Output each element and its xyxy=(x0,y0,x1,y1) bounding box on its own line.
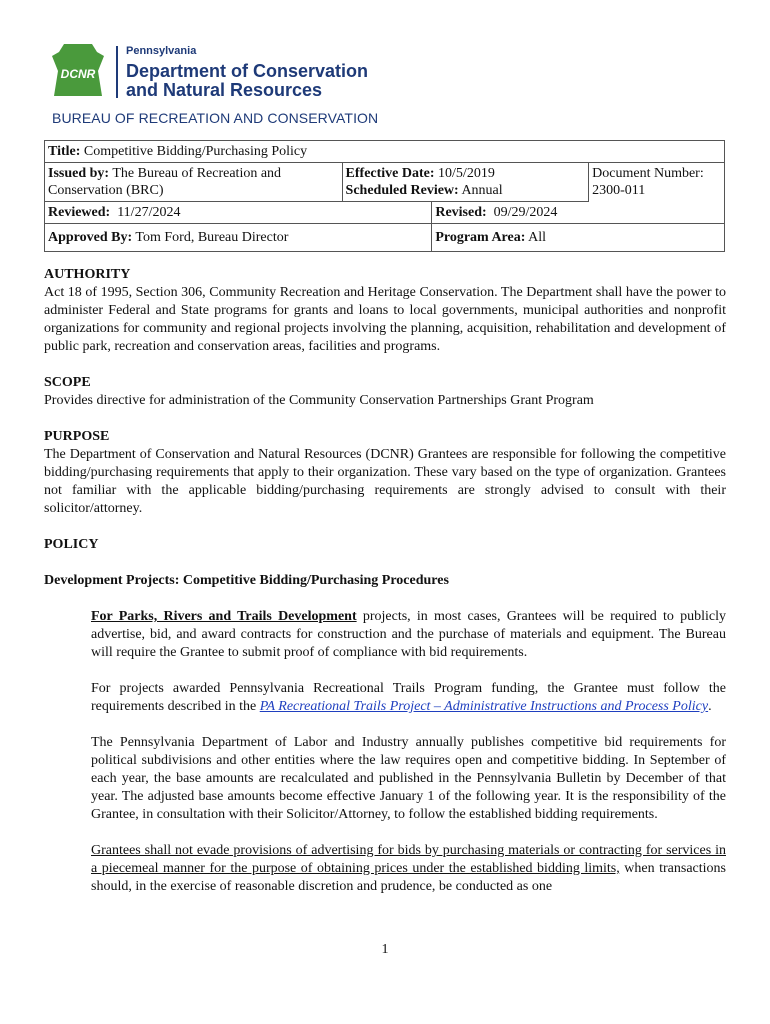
scheduled-value: Annual xyxy=(461,183,503,198)
parks-rivers-trails-paragraph xyxy=(91,608,726,662)
scheduled-label: Scheduled Review: xyxy=(345,183,459,198)
reviewed-value: 11/27/2024 xyxy=(117,205,181,220)
revised-label: Revised: xyxy=(435,205,487,220)
scope-text: Provides directive for administration of the Community Conservation Partnerships Grant Program xyxy=(44,393,594,408)
trails-policy-link[interactable]: PA Recreational Trails Project – Administrative Instructions and Process Policy xyxy=(259,699,709,714)
program-area-label: Program Area: xyxy=(435,230,526,245)
policy-body xyxy=(44,266,726,896)
purpose-heading: PURPOSE xyxy=(44,429,110,444)
effective-label: Effective Date: xyxy=(345,166,435,181)
piecemeal-rest-text: when transactions should, in the exercise of reasonable discretion and prudence, be conducted as one xyxy=(91,861,726,894)
header-divider xyxy=(116,46,118,98)
purpose-text: The Department of Conservation and Natural Resources (DCNR) Grantees are responsible for following the competitive bidding/purchasing requirements that apply to their organization. These vary based on the type of organization. Grantees not familiar with the applicable bidding/purchasing requirements are strongly advised to consult with their solicitor/attorney. xyxy=(44,447,726,516)
logo-text: DCNR xyxy=(60,67,96,81)
title-row xyxy=(45,141,725,163)
authority-heading: AUTHORITY xyxy=(44,267,131,282)
program-area-value: All xyxy=(528,230,547,245)
page-number: 1 xyxy=(381,942,389,957)
dcnr-logo xyxy=(52,44,104,98)
policy-info-table xyxy=(44,140,725,252)
revised-value: 09/29/2024 xyxy=(493,205,558,220)
issued-value: The Bureau of Recreation and Conservation (BRC) xyxy=(48,166,282,198)
issued-label: Issued by: xyxy=(48,166,110,181)
approved-row xyxy=(45,224,725,252)
state-name: Pennsylvania xyxy=(126,45,197,57)
reviewed-label: Reviewed: xyxy=(48,205,111,220)
scope-heading: SCOPE xyxy=(44,375,91,390)
piecemeal-underlined-text: Grantees shall not evade provisions of advertising for bids by purchasing materials or contracting for services in a piecemeal manner for the purpose of obtaining prices under the established bidding limits, xyxy=(91,843,726,876)
keystone-logo-icon xyxy=(52,44,104,98)
parks-rivers-trails-rest: projects, in most cases, Grantees will be required to publicly advertise, bid, and award contracts for construction and the purchase of materials and equipment. The Bureau will require the Grantee to submit proof of compliance with bid requirements. xyxy=(91,609,726,660)
document-number-value: 2300-011 xyxy=(592,183,646,198)
title-value: Competitive Bidding/Purchasing Policy xyxy=(83,144,308,159)
policy-heading: POLICY xyxy=(44,537,99,552)
labor-industry-paragraph: The Pennsylvania Department of Labor and Industry annually publishes competitive bid requirements for political subdivisions and other entities where the law requires open and competitive bidding. In September of each year, the base amounts are recalculated and published in the Pennsylvania Bulletin by December of that year. The adjusted base amounts become effective January 1 of the following year. It is the responsibility of the Grantee, in consultation with their Solicitor/Attorney, to follow the established bidding requirements. xyxy=(91,735,726,822)
parks-rivers-trails-lead: For Parks, Rivers and Trails Development xyxy=(91,609,357,624)
development-projects-heading: Development Projects: Competitive Bidding/Purchasing Procedures xyxy=(44,573,449,588)
trails-program-end: . xyxy=(708,699,712,714)
bureau-name: BUREAU OF RECREATION AND CONSERVATION xyxy=(52,110,379,126)
department-name-line2: and Natural Resources xyxy=(126,80,323,100)
approved-label: Approved By: xyxy=(48,230,133,245)
issued-row xyxy=(45,163,725,202)
authority-text: Act 18 of 1995, Section 306, Community Recreation and Heritage Conservation. The Department shall have the power to administer Federal and State programs for grants and loans to local governments, municipal authorities and nonprofit organizations for community and regional projects involving the planning, acquisition, rehabilitation and development of public park, recreation and conservation areas, facilities and programs. xyxy=(44,285,726,354)
piecemeal-paragraph xyxy=(91,842,726,896)
effective-value: 10/5/2019 xyxy=(438,166,495,181)
department-name-line1: Department of Conservation xyxy=(126,61,369,81)
trails-program-paragraph xyxy=(91,680,726,716)
document-number-label: Document Number: xyxy=(592,166,704,181)
trails-program-text: For projects awarded Pennsylvania Recreational Trails Program funding, the Grantee must follow the requirements described in the xyxy=(91,681,726,714)
title-label: Title: xyxy=(48,144,81,159)
reviewed-row xyxy=(45,202,725,224)
approved-value: Tom Ford, Bureau Director xyxy=(135,230,289,245)
